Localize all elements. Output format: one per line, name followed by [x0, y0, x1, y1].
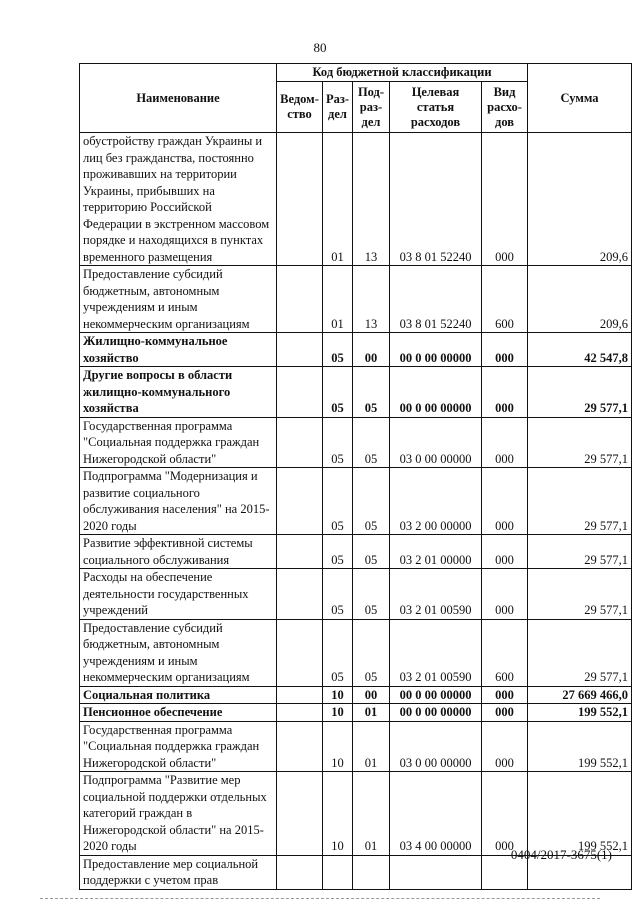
row-razdel [323, 855, 353, 889]
row-podrazdel: 13 [353, 133, 390, 266]
row-razdel: 05 [323, 535, 353, 569]
header-target: Целевая статья расходов [390, 82, 482, 133]
row-vedomstvo [277, 468, 323, 535]
row-name: обустройству граждан Украины и лиц без гражданства, постоянно проживавших на территории Украины, прибывших на территорию Российской Федерации в экстренном массовом порядке и находящихся в пунктах временного размещения [80, 133, 277, 266]
row-name: Предоставление субсидий бюджетным, автономным учреждениям и иным некоммерческим организациям [80, 266, 277, 333]
row-vedomstvo [277, 367, 323, 418]
row-vid: 600 [482, 619, 528, 686]
document-code: 0404/2017-3675(1) [510, 847, 612, 862]
row-target: 00 0 00 00000 [390, 333, 482, 367]
row-sum: 29 577,1 [528, 535, 632, 569]
row-vedomstvo [277, 417, 323, 468]
row-vedomstvo [277, 772, 323, 856]
row-podrazdel: 05 [353, 367, 390, 418]
row-name: Пенсионное обеспечение [80, 704, 277, 722]
row-target: 03 8 01 52240 [390, 266, 482, 333]
row-name: Другие вопросы в области жилищно-коммунального хозяйства [80, 367, 277, 418]
table-row [80, 468, 632, 535]
row-target: 03 4 00 00000 [390, 772, 482, 856]
table-row [80, 686, 632, 704]
row-sum: 27 669 466,0 [528, 686, 632, 704]
row-vid: 000 [482, 721, 528, 772]
table-row [80, 619, 632, 686]
header-vedomstvo: Ведом-ство [277, 82, 323, 133]
row-name: Государственная программа "Социальная поддержка граждан Нижегородской области" [80, 417, 277, 468]
row-sum: 29 577,1 [528, 468, 632, 535]
row-name: Предоставление мер социальной поддержки с учетом прав [80, 855, 277, 889]
row-podrazdel: 05 [353, 535, 390, 569]
header-name: Наименование [80, 64, 277, 133]
row-razdel: 10 [323, 704, 353, 722]
row-razdel: 01 [323, 133, 353, 266]
header-podrazdel: Под-раз-дел [353, 82, 390, 133]
row-vedomstvo [277, 721, 323, 772]
row-target: 00 0 00 00000 [390, 686, 482, 704]
table-row [80, 704, 632, 722]
header-razdel: Раз-дел [323, 82, 353, 133]
row-razdel: 05 [323, 333, 353, 367]
header-sum: Сумма [528, 64, 632, 133]
row-sum: 29 577,1 [528, 619, 632, 686]
row-vid: 000 [482, 686, 528, 704]
row-target: 03 2 00 00000 [390, 468, 482, 535]
row-razdel: 05 [323, 619, 353, 686]
row-target: 03 2 01 00590 [390, 619, 482, 686]
row-vedomstvo [277, 266, 323, 333]
row-sum: 29 577,1 [528, 367, 632, 418]
header-vid: Вид расхо-дов [482, 82, 528, 133]
table-row [80, 721, 632, 772]
row-target [390, 855, 482, 889]
row-sum: 199 552,1 [528, 721, 632, 772]
row-vid: 000 [482, 367, 528, 418]
row-razdel: 05 [323, 417, 353, 468]
row-name: Социальная политика [80, 686, 277, 704]
row-name: Развитие эффективной системы социального обслуживания [80, 535, 277, 569]
row-target: 03 0 00 00000 [390, 417, 482, 468]
row-sum: 209,6 [528, 266, 632, 333]
row-vid: 000 [482, 333, 528, 367]
row-sum: 29 577,1 [528, 417, 632, 468]
row-razdel: 10 [323, 686, 353, 704]
row-target: 00 0 00 00000 [390, 367, 482, 418]
row-target: 03 2 01 00000 [390, 535, 482, 569]
table-row [80, 417, 632, 468]
row-sum: 199 552,1 [528, 704, 632, 722]
table-row [80, 266, 632, 333]
row-podrazdel: 00 [353, 333, 390, 367]
row-sum: 42 547,8 [528, 333, 632, 367]
page-number: 80 [313, 40, 327, 55]
row-podrazdel: 05 [353, 468, 390, 535]
row-vedomstvo [277, 855, 323, 889]
row-sum: 29 577,1 [528, 569, 632, 620]
row-podrazdel: 01 [353, 772, 390, 856]
table-row [80, 367, 632, 418]
table-row [80, 772, 632, 856]
row-vid: 000 [482, 535, 528, 569]
table-row [80, 535, 632, 569]
row-razdel: 05 [323, 367, 353, 418]
row-razdel: 01 [323, 266, 353, 333]
row-vid: 600 [482, 266, 528, 333]
row-podrazdel: 05 [353, 417, 390, 468]
row-razdel: 05 [323, 569, 353, 620]
row-vedomstvo [277, 133, 323, 266]
scan-edge-divider [40, 898, 600, 899]
row-podrazdel: 01 [353, 721, 390, 772]
row-sum: 209,6 [528, 133, 632, 266]
row-vid: 000 [482, 704, 528, 722]
row-vid: 000 [482, 772, 528, 856]
row-target: 00 0 00 00000 [390, 704, 482, 722]
table-row [80, 133, 632, 266]
row-vid: 000 [482, 569, 528, 620]
row-podrazdel: 13 [353, 266, 390, 333]
table-row [80, 569, 632, 620]
row-vedomstvo [277, 569, 323, 620]
row-podrazdel: 05 [353, 619, 390, 686]
row-target: 03 2 01 00590 [390, 569, 482, 620]
row-vedomstvo [277, 686, 323, 704]
row-name: Предоставление субсидий бюджетным, автономным учреждениям и иным некоммерческим организациям [80, 619, 277, 686]
row-razdel: 10 [323, 772, 353, 856]
row-target: 03 0 00 00000 [390, 721, 482, 772]
header-code-group: Код бюджетной классификации [277, 64, 528, 82]
row-name: Подпрограмма "Развитие мер социальной поддержки отдельных категорий граждан в Нижегородской области" на 2015-2020 годы [80, 772, 277, 856]
row-vedomstvo [277, 704, 323, 722]
row-vedomstvo [277, 333, 323, 367]
row-vedomstvo [277, 619, 323, 686]
row-razdel: 05 [323, 468, 353, 535]
budget-table [79, 63, 632, 890]
row-vedomstvo [277, 535, 323, 569]
row-vid: 000 [482, 133, 528, 266]
row-name: Расходы на обеспечение деятельности государственных учреждений [80, 569, 277, 620]
row-name: Подпрограмма "Модернизация и развитие социального обслуживания населения" на 2015-2020 годы [80, 468, 277, 535]
row-vid: 000 [482, 417, 528, 468]
row-name: Государственная программа "Социальная поддержка граждан Нижегородской области" [80, 721, 277, 772]
row-razdel: 10 [323, 721, 353, 772]
row-podrazdel: 05 [353, 569, 390, 620]
table-row [80, 333, 632, 367]
row-sum: 199 552,1 [528, 772, 632, 856]
row-podrazdel [353, 855, 390, 889]
row-name: Жилищно-коммунальное хозяйство [80, 333, 277, 367]
row-vid: 000 [482, 468, 528, 535]
row-podrazdel: 01 [353, 704, 390, 722]
row-podrazdel: 00 [353, 686, 390, 704]
row-target: 03 8 01 52240 [390, 133, 482, 266]
